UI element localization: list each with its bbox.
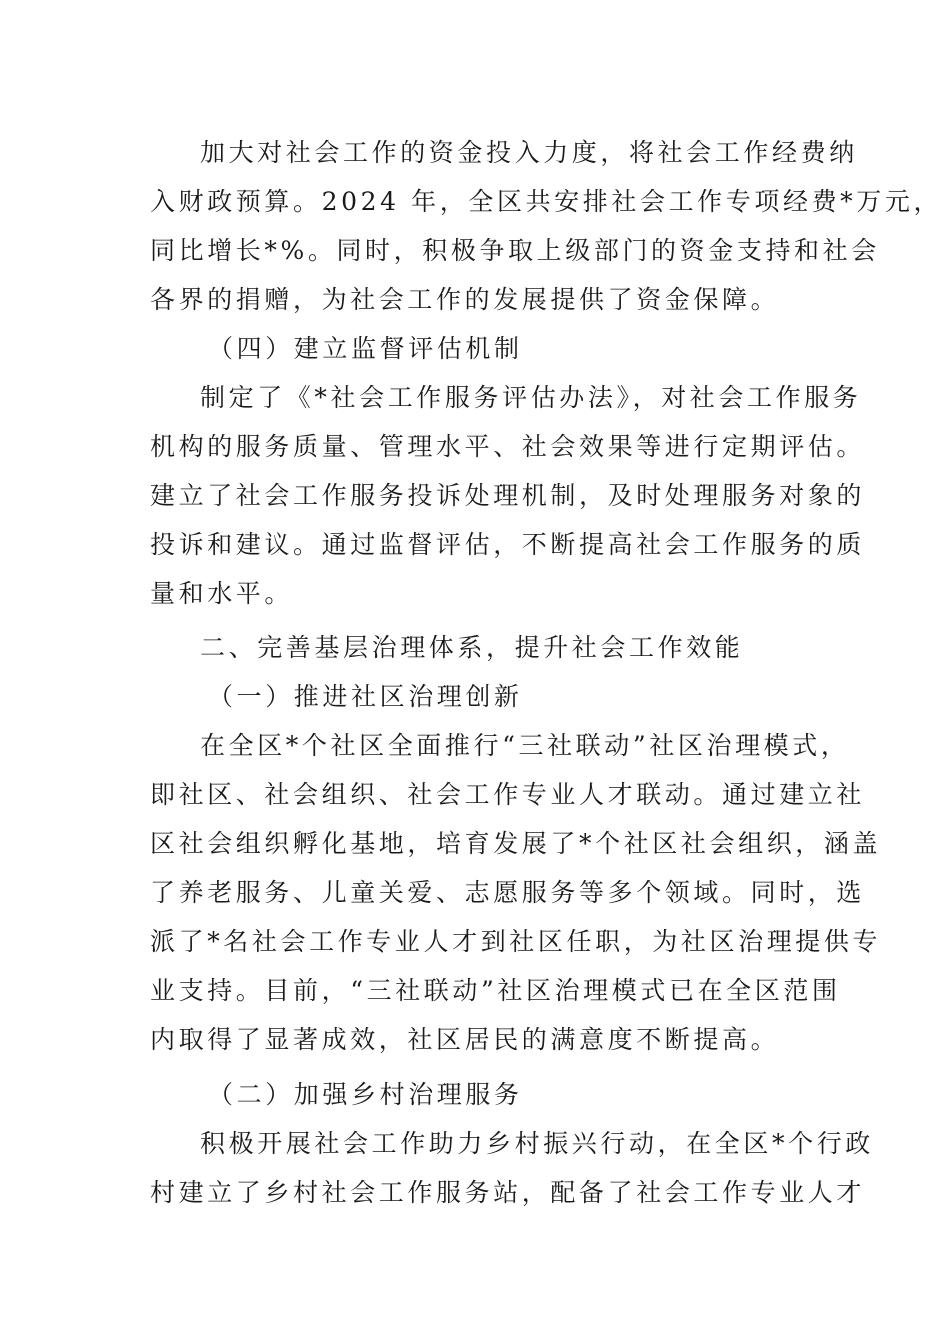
paragraph-line: 内取得了显著成效，社区居民的满意度不断提高。	[150, 1025, 780, 1054]
paragraph-line: 加大对社会工作的资金投入力度，将社会工作经费纳	[200, 138, 858, 167]
section-heading: 二、完善基层治理体系，提升社会工作效能	[200, 633, 744, 662]
paragraph-line: 同比增长*%。同时，积极争取上级部门的资金支持和社会	[150, 236, 880, 265]
paragraph-line: 区社会组织孵化基地，培育发展了*个社区社会组织，涵盖	[150, 829, 882, 858]
paragraph-line: 建立了社会工作服务投诉处理机制，及时处理服务对象的	[150, 481, 866, 510]
paragraph-line: 了养老服务、儿童关爱、志愿服务等多个领域。同时，选	[150, 878, 866, 907]
paragraph-line: 入财政预算。2024 年，全区共安排社会工作专项经费*万元，	[150, 187, 943, 216]
subsection-heading: （二）加强乡村治理服务	[208, 1080, 523, 1109]
paragraph-line: 业支持。目前，“三社联动”社区治理模式已在全区范围	[150, 976, 841, 1005]
paragraph-line: 即社区、社会组织、社会工作专业人才联动。通过建立社	[150, 780, 866, 809]
paragraph-line: 村建立了乡村社会工作服务站，配备了社会工作专业人才	[150, 1178, 866, 1207]
paragraph-line: 积极开展社会工作助力乡村振兴行动，在全区*个行政	[200, 1129, 874, 1158]
paragraph-line: 派了*名社会工作专业人才到社区任职，为社区治理提供专	[150, 927, 882, 956]
subsection-heading: （一）推进社区治理创新	[208, 682, 523, 711]
subsection-heading: （四）建立监督评估机制	[208, 334, 523, 363]
paragraph-line: 制定了《*社会工作服务评估办法》，对社会工作服务	[200, 383, 862, 412]
paragraph-line: 在全区*个社区全面推行“三社联动”社区治理模式，	[200, 731, 850, 760]
paragraph-line: 各界的捐赠，为社会工作的发展提供了资金保障。	[150, 285, 780, 314]
paragraph-line: 量和水平。	[150, 579, 294, 608]
paragraph-line: 投诉和建议。通过监督评估，不断提高社会工作服务的质	[150, 530, 866, 559]
paragraph-line: 机构的服务质量、管理水平、社会效果等进行定期评估。	[150, 432, 866, 461]
